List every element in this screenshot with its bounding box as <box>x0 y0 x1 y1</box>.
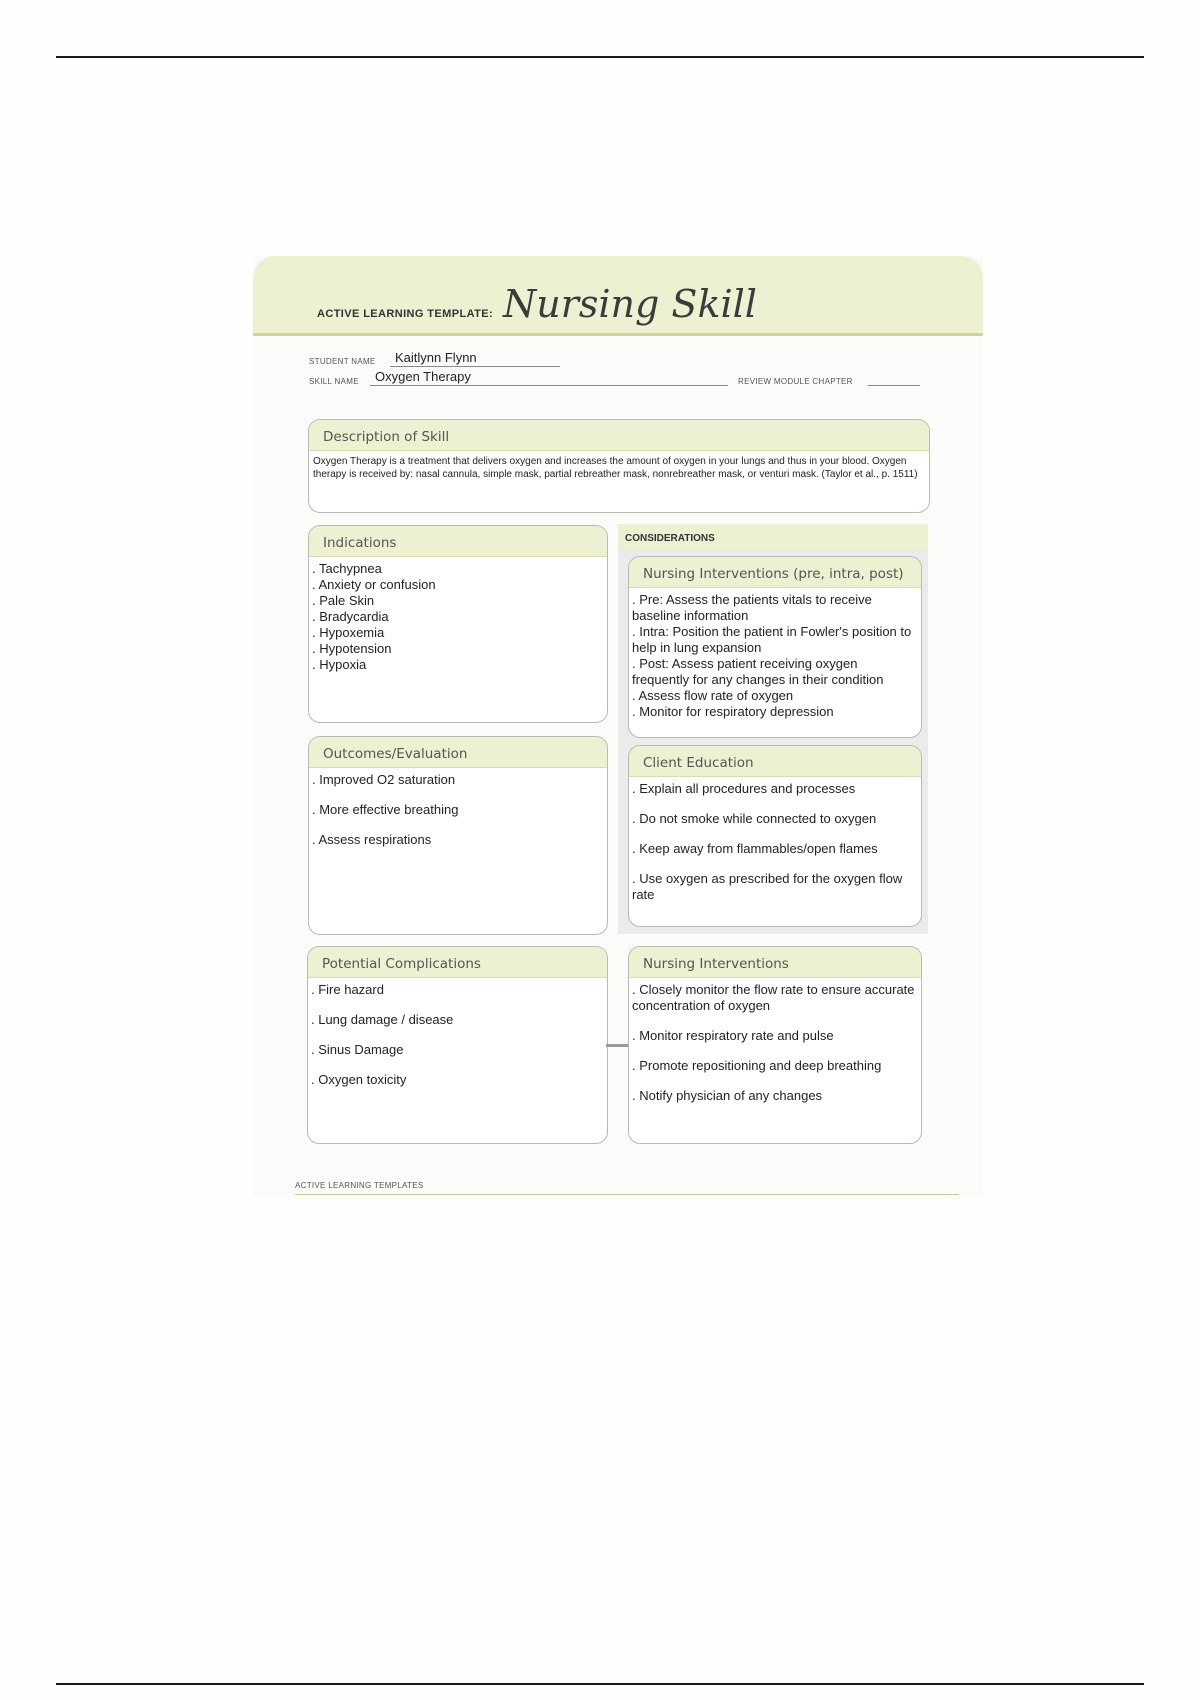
nursing-interventions-box <box>628 946 922 1144</box>
nursing-interventions-pip-heading: Nursing Interventions (pre, intra, post) <box>629 557 921 588</box>
description-box <box>308 419 930 513</box>
client-education-heading: Client Education <box>629 746 921 777</box>
page-top-rule <box>56 56 1144 58</box>
review-module-underline <box>868 385 920 386</box>
template-title: Nursing Skill <box>503 282 757 326</box>
indications-item: . Tachypnea <box>312 561 382 576</box>
nursing-skill-template <box>253 256 983 1196</box>
complications-item: . Lung damage / disease <box>311 1012 454 1027</box>
indications-item: . Anxiety or confusion <box>312 577 436 592</box>
indications-item: . Hypotension <box>312 641 392 656</box>
template-label: ACTIVE LEARNING TEMPLATE: <box>317 308 494 320</box>
skill-name-label: SKILL NAME <box>309 377 359 386</box>
description-text: Oxygen Therapy is a treatment that delivers oxygen and increases the amount of oxygen in your lungs and thus in your blood. Oxygen therapy is received by: nasal cannula, simple mask, partial rebreather mask, nonrebreather mask, or venturi mask. (Taylor et al., p. 1511) <box>313 456 918 480</box>
complications-box <box>307 946 608 1144</box>
complications-item: . Oxygen toxicity <box>311 1072 407 1087</box>
nursing-interventions-item: . Notify physician of any changes <box>632 1088 823 1103</box>
skill-name-underline <box>370 385 728 386</box>
client-education-box <box>628 745 922 927</box>
nursing-interventions-pip-item: . Pre: Assess the patients vitals to receive baseline information <box>632 592 872 623</box>
footer-rule <box>295 1194 959 1195</box>
complications-item: . Fire hazard <box>311 982 384 997</box>
client-education-item: . Use oxygen as prescribed for the oxygen flow rate <box>632 871 903 902</box>
skill-name-value: Oxygen Therapy <box>375 369 471 384</box>
client-education-item: . Explain all procedures and processes <box>632 781 856 796</box>
considerations-label: CONSIDERATIONS <box>625 533 715 544</box>
complications-item: . Sinus Damage <box>311 1042 404 1057</box>
nursing-interventions-pip-item: . Post: Assess patient receiving oxygen frequently for any changes in their condition <box>632 656 884 687</box>
nursing-interventions-pip-item: . Monitor for respiratory depression <box>632 704 834 719</box>
indications-box <box>308 525 608 723</box>
nursing-interventions-item: . Closely monitor the flow rate to ensure accurate concentration of oxygen <box>632 982 915 1013</box>
client-education-item: . Keep away from flammables/open flames <box>632 841 878 856</box>
footer-label: ACTIVE LEARNING TEMPLATES <box>295 1181 424 1190</box>
complications-heading: Potential Complications <box>308 947 607 978</box>
nursing-interventions-pip-box <box>628 556 922 738</box>
box-connector <box>606 1044 628 1047</box>
nursing-interventions-pip-item: . Intra: Position the patient in Fowler's position to help in lung expansion <box>632 624 912 655</box>
indications-item: . Hypoxemia <box>312 625 385 640</box>
page-bottom-rule <box>56 1683 1144 1685</box>
nursing-interventions-item: . Monitor respiratory rate and pulse <box>632 1028 834 1043</box>
description-heading: Description of Skill <box>309 420 929 451</box>
nursing-interventions-heading: Nursing Interventions <box>629 947 921 978</box>
nursing-interventions-pip-item: . Assess flow rate of oxygen <box>632 688 794 703</box>
outcomes-item: . Improved O2 saturation <box>312 772 456 787</box>
considerations-header <box>618 524 928 550</box>
student-name-label: STUDENT NAME <box>309 357 376 366</box>
student-name-value: Kaitlynn Flynn <box>395 350 477 365</box>
outcomes-item: . More effective breathing <box>312 802 459 817</box>
indications-heading: Indications <box>309 526 607 557</box>
student-name-underline <box>390 366 560 367</box>
outcomes-item: . Assess respirations <box>312 832 432 847</box>
client-education-item: . Do not smoke while connected to oxygen <box>632 811 877 826</box>
indications-item: . Hypoxia <box>312 657 367 672</box>
indications-item: . Bradycardia <box>312 609 389 624</box>
outcomes-box <box>308 736 608 935</box>
outcomes-heading: Outcomes/Evaluation <box>309 737 607 768</box>
indications-item: . Pale Skin <box>312 593 375 608</box>
nursing-interventions-item: . Promote repositioning and deep breathing <box>632 1058 882 1073</box>
review-module-label: REVIEW MODULE CHAPTER <box>738 377 853 386</box>
template-header <box>253 256 983 336</box>
